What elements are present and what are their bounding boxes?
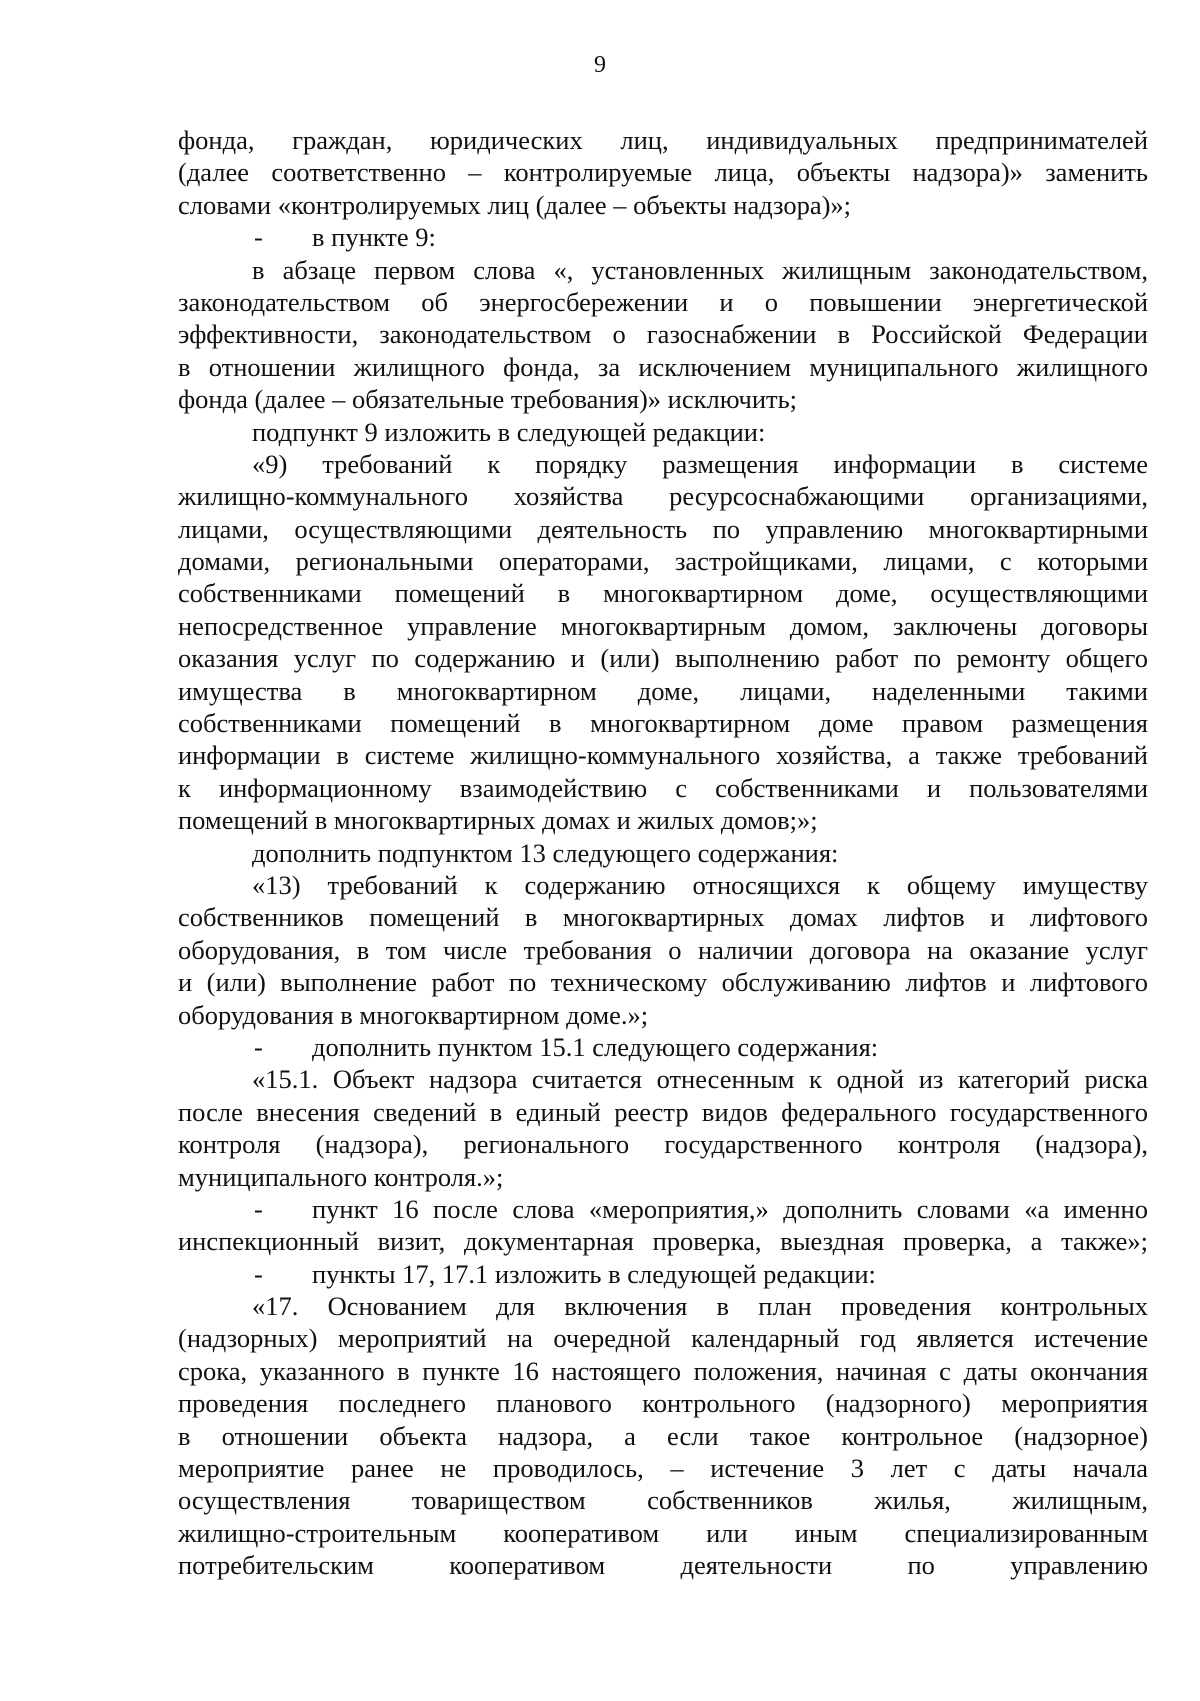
dash-item-line <box>178 1258 1148 1290</box>
text-line: информации в системе жилищно-коммунального хозяйства, а также требований <box>178 740 1148 771</box>
text-line: домами, региональными операторами, застройщиками, лицами, с которыми <box>178 546 1148 577</box>
text-line: имущества в многоквартирном доме, лицами, наделенными такими <box>178 675 1148 706</box>
text-line: оборудования в многоквартирном доме.»; <box>178 999 649 1030</box>
text-line: «17. Основанием для включения в план проведения контрольных <box>252 1291 1148 1322</box>
dash-item-line <box>178 1031 1148 1063</box>
dash-item-line <box>178 221 1148 253</box>
text-line: (далее соответственно – контролируемые лица, объекты надзора)» заменить <box>178 157 1148 188</box>
text-line: срока, указанного в пункте 16 настоящего положения, начиная с даты окончания <box>178 1355 1148 1386</box>
text-line: в отношении объекта надзора, а если такое контрольное (надзорное) <box>178 1420 1148 1451</box>
page-number: 9 <box>594 52 606 78</box>
dash-marker: - <box>254 222 263 253</box>
text-line: фонда, граждан, юридических лиц, индивидуальных предпринимателей <box>178 125 1148 155</box>
text-line: дополнить подпунктом 13 следующего содержания: <box>252 837 839 868</box>
text-line: к информационному взаимодействию с собственниками и пользователями <box>178 772 1148 803</box>
text-line: «13) требований к содержанию относящихся к общему имуществу <box>252 869 1148 900</box>
text-line: инспекционный визит, документарная проверка, выездная проверка, а также»; <box>178 1226 1148 1257</box>
text-line: эффективности, законодательством о газоснабжении в Российской Федерации <box>178 319 1148 350</box>
text-line: муниципального контроля.»; <box>178 1161 504 1192</box>
dash-item-line <box>178 1193 1148 1225</box>
text-line: в пункте 9: <box>312 222 436 253</box>
text-line: оказания услуг по содержанию и (или) выполнению работ по ремонту общего <box>178 643 1148 674</box>
text-line: помещений в многоквартирных домах и жилых домов;»; <box>178 805 818 836</box>
text-line: непосредственное управление многоквартирным домом, заключены договоры <box>178 610 1148 641</box>
text-line: «9) требований к порядку размещения информации в системе <box>252 448 1148 479</box>
text-line: контроля (надзора), регионального государственного контроля (надзора), <box>178 1129 1148 1160</box>
text-line: словами «контролируемых лиц (далее – объекты надзора)»; <box>178 189 852 220</box>
text-line: осуществления товариществом собственников жилья, жилищным, <box>178 1485 1148 1516</box>
dash-marker: - <box>254 1193 263 1224</box>
text-line: законодательством об энергосбережении и о повышении энергетической <box>178 286 1148 317</box>
text-line: «15.1. Объект надзора считается отнесенным к одной из категорий риска <box>252 1064 1148 1095</box>
text-line: фонда (далее – обязательные требования)» исключить; <box>178 384 798 415</box>
text-line: после внесения сведений в единый реестр видов федерального государственного <box>178 1096 1148 1127</box>
dash-marker: - <box>254 1031 263 1062</box>
text-line: лицами, осуществляющими деятельность по управлению многоквартирными <box>178 513 1148 544</box>
dash-marker: - <box>254 1258 263 1289</box>
text-line: потребительским кооперативом деятельности по управлению <box>178 1550 1148 1581</box>
text-line: жилищно-коммунального хозяйства ресурсоснабжающими организациями, <box>178 481 1148 512</box>
text-line: проведения последнего планового контрольного (надзорного) мероприятия <box>178 1388 1148 1419</box>
text-line: мероприятие ранее не проводилось, – истечение 3 лет с даты начала <box>178 1453 1148 1484</box>
text-line: подпункт 9 изложить в следующей редакции: <box>252 416 766 447</box>
text-line: жилищно-строительным кооперативом или иным специализированным <box>178 1517 1148 1548</box>
text-line: собственниками помещений в многоквартирном доме, осуществляющими <box>178 578 1148 609</box>
text-line: дополнить пунктом 15.1 следующего содержания: <box>312 1031 879 1062</box>
text-line: и (или) выполнение работ по техническому обслуживанию лифтов и лифтового <box>178 967 1148 998</box>
text-line: в абзаце первом слова «, установленных жилищным законодательством, <box>252 254 1148 285</box>
text-line: пункты 17, 17.1 изложить в следующей редакции: <box>312 1258 876 1289</box>
text-line: в отношении жилищного фонда, за исключением муниципального жилищного <box>178 351 1148 382</box>
text-line: собственников помещений в многоквартирных домах лифтов и лифтового <box>178 902 1148 933</box>
text-line: оборудования, в том числе требования о наличии договора на оказание услуг <box>178 934 1148 965</box>
text-line: (надзорных) мероприятий на очередной календарный год является истечение <box>178 1323 1148 1354</box>
text-line: собственниками помещений в многоквартирном доме правом размещения <box>178 708 1148 739</box>
document-body <box>178 124 1148 1582</box>
text-line: пункт 16 после слова «мероприятия,» дополнить словами «а именно <box>312 1193 1148 1224</box>
